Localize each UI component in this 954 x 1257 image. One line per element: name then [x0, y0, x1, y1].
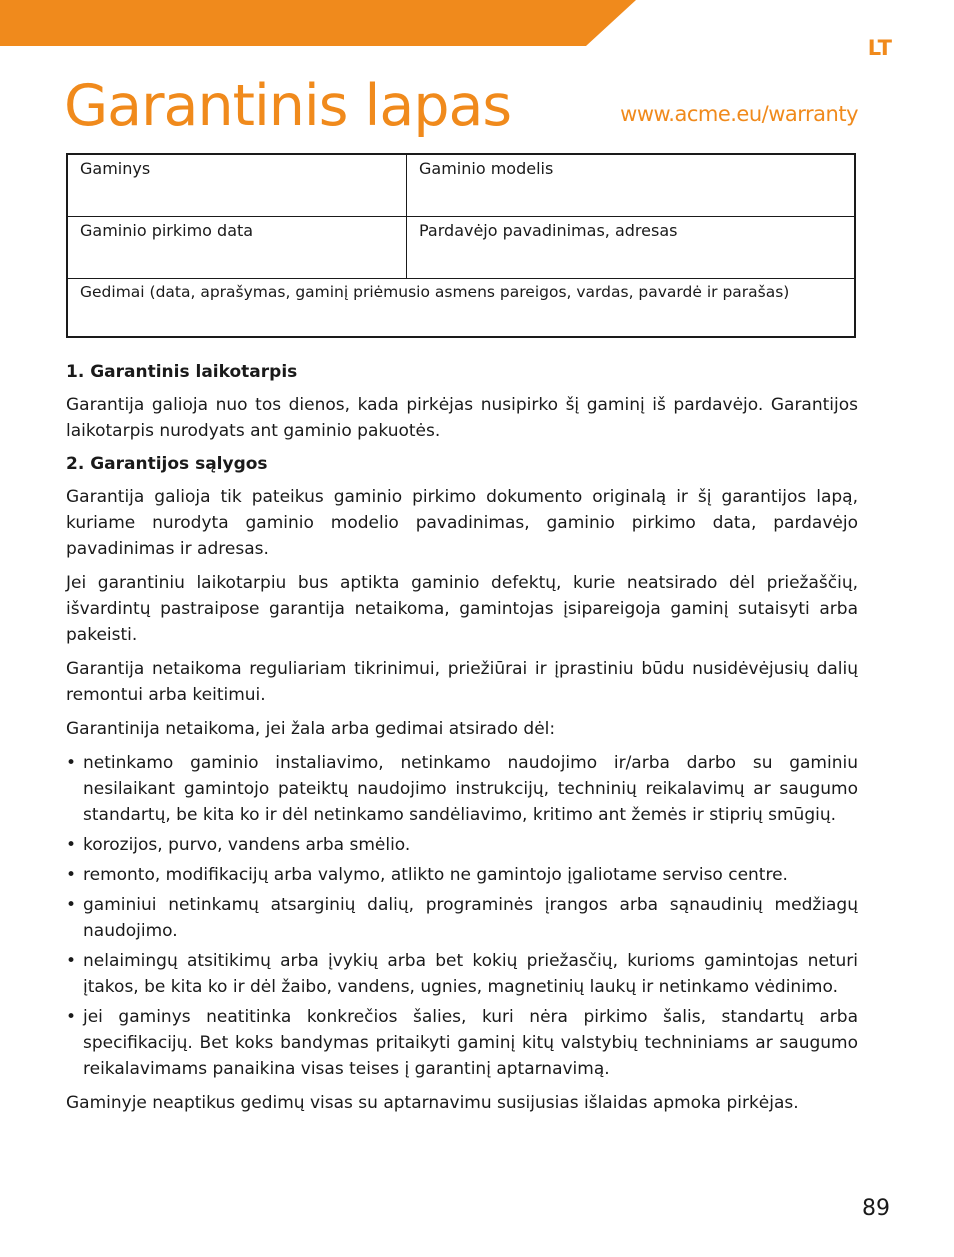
page-number: 89 — [862, 1196, 890, 1221]
exclusions-list — [66, 750, 858, 1082]
section-2-paragraph-5: Gaminyje neaptikus gedimų visas su aptarnavimu susijusias išlaidas apmoka pirkėjas. — [66, 1093, 799, 1113]
section-2-paragraph-2: Jei garantiniu laikotarpiu bus aptikta gaminio defektų, kurie neatsirado dėl priežaščių, išvardintų pastraipose garantija netaikoma, gamintojas įsipareigoja gaminį sutaisyti arba pakeisti. — [66, 573, 858, 645]
section-2-heading: 2. Garantijos sąlygos — [66, 454, 268, 474]
language-code: LT — [867, 36, 892, 60]
list-item: • netinkamo gaminio instaliavimo, netinkamo naudojimo ir/arba darbo su gaminiu nesilaikant gamintojo pateiktų naudojimo instrukcijų, techninių reikalavimų ar saugumo standartų, be kita ko ir dėl netinkamo sandėliavimo, kritimo ant žemės ir stiprių smūgių. — [66, 750, 858, 828]
section-2-paragraph-3: Garantija netaikoma reguliariam tikrinimui, priežiūrai ir įprastiniu būdu nusidėvėjusių dalių remontui arba keitimui. — [66, 659, 858, 705]
section-2-paragraph-4: Garantinija netaikoma, jei žala arba gedimai atsirado dėl: — [66, 719, 556, 739]
section-1-paragraph: Garantija galioja nuo tos dienos, kada pirkėjas nusipirko šį gaminį iš pardavėjo. Garantijos laikotarpis nurodyats ant gaminio pakuotės. — [66, 395, 858, 441]
form-cell-model[interactable]: Gaminio modelis — [407, 155, 856, 217]
list-item: • nelaimingų atsitikimų arba įvykių arba bet kokių priežasčių, kurioms gamintojas neturi įtakos, be kita ko ir dėl žaibo, vandens, ugnies, magnetinių laukų ir netinkamo vėdinimo. — [66, 948, 858, 1000]
warranty-form-table — [66, 153, 856, 338]
warranty-url-link[interactable]: www.acme.eu/warranty — [620, 102, 858, 126]
section-2-paragraph-1: Garantija galioja tik pateikus gaminio pirkimo dokumento originalą ir šį garantijos lapą, kuriame nurodyta gaminio modelio pavadinimas, gaminio pirkimo data, pardavėjo pavadinimas ir adresas. — [66, 487, 858, 559]
header-orange-bar — [0, 0, 954, 50]
form-cell-purchase-date[interactable]: Gaminio pirkimo data — [68, 217, 407, 279]
list-item: • jei gaminys neatitinka konkrečios šalies, kuri nėra pirkimo šalis, standartų arba specifikacijų. Bet koks bandymas pritaikyti gaminį kitų valstybių techniniams ar saugumo reikalavimams panaikina visas teises į garantinį aptarnavimą. — [66, 1004, 858, 1082]
form-cell-product[interactable]: Gaminys — [68, 155, 407, 217]
list-item: • gaminiui netinkamų atsarginių dalių, programinės įrangos arba sąnaudinių medžiagų naudojimo. — [66, 892, 858, 944]
page-title: Garantinis lapas — [64, 73, 512, 139]
list-item: • korozijos, purvo, vandens arba smėlio. — [66, 832, 858, 858]
form-cell-defects[interactable]: Gedimai (data, aprašymas, gaminį priėmusio asmens pareigos, vardas, pavardė ir parašas) — [80, 283, 790, 301]
list-item: • remonto, modifikacijų arba valymo, atlikto ne gamintojo įgaliotame serviso centre. — [66, 862, 858, 888]
form-cell-seller[interactable]: Pardavėjo pavadinimas, adresas — [407, 217, 856, 279]
warranty-content — [66, 360, 858, 1124]
section-1-heading: 1. Garantinis laikotarpis — [66, 362, 298, 382]
